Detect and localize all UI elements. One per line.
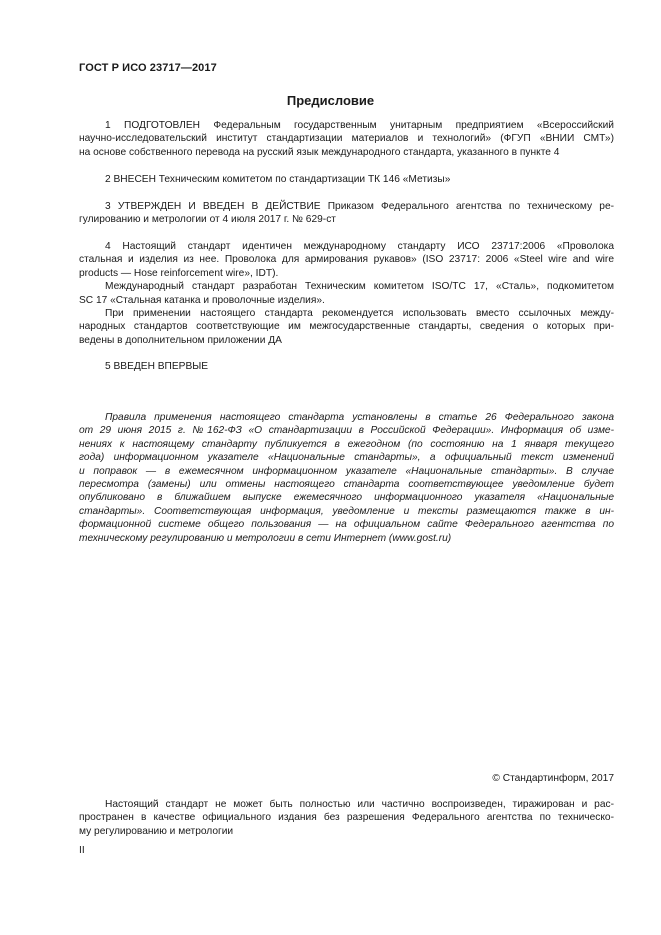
rules-line: техническому регулированию и метрологии в сети Интернет (www.gost.ru) — [79, 532, 452, 544]
item-5-text: 5 ВВЕДЕН ВПЕРВЫЕ — [105, 361, 209, 372]
item-4-line: products — Hose reinforcement wire», IDT). — [79, 267, 279, 279]
item-3-line: гулированию и метрологии от 4 июля 2017 г. № 629-ст — [79, 214, 336, 226]
item-1-line: 1 ПОДГОТОВЛЕН Федеральным государственным унитарным предприятием «Всероссийский — [105, 120, 614, 131]
foreword-title: Предисловие — [286, 93, 375, 108]
foreword-item-4 — [79, 240, 614, 347]
foreword-item-3 — [79, 200, 614, 227]
item-2-text: 2 ВНЕСЕН Техническим комитетом по стандартизации ТК 146 «Метизы» — [105, 174, 451, 185]
item-4-line: SC 17 «Стальная катанка и проволочные изделия». — [79, 294, 325, 306]
rules-line: Правила применения настоящего стандарта установлены в статье 26 Федерального закона — [105, 412, 614, 423]
rules-line: стандарты». Соответствующая информация, уведомление и тексты размещаются также в ин- — [79, 505, 614, 517]
reproduction-line: Настоящий стандарт не может быть полностью или частично воспроизведен, тиражирован и рас- — [105, 799, 614, 810]
rules-line: опубликовано в ближайшем выпуске ежемесячного информационного указателя «Национальные — [79, 492, 614, 504]
rules-line: пересмотра (замены) или отмены настоящего стандарта соответствующее уведомление будет — [79, 479, 614, 491]
page-number: II — [79, 845, 85, 856]
reproduction-line: му регулированию и метрологии — [79, 825, 234, 837]
rules-line: от 29 июня 2015 г. №162-ФЗ «О стандартизации в Российской Федерации». Информация об изме- — [79, 425, 614, 437]
item-4-line: При применении настоящего стандарта рекомендуется использовать вместо ссылочных между- — [105, 308, 614, 320]
rules-line: года) информационном указателе «Национальные стандарты», а официальный текст изменений — [79, 452, 614, 464]
item-4-line: народных стандартов соответствующие им межгосударственные стандарты, сведения о которых при- — [79, 321, 614, 333]
item-4-line: Международный стандарт разработан Техническим комитетом ISO/TC 17, «Сталь», подкомитетом — [105, 281, 614, 293]
item-3-line: 3 УТВЕРЖДЕН И ВВЕДЕН В ДЕЙСТВИЕ Приказом Федерального агентства по техническому ре- — [105, 201, 614, 212]
rules-line: нениях к настоящему стандарту публикуется в ежегодном (по состоянию на 1 января текущего — [79, 438, 614, 450]
rules-line: формационной системе общего пользования — на официальном сайте Федерального агентства по — [79, 519, 614, 531]
item-1-line: научно-исследовательский институт стандартизации материалов и технологий» (ФГУП «ВНИИ СМТ») — [79, 133, 614, 145]
foreword-item-1 — [79, 119, 614, 159]
reproduction-notice — [79, 798, 614, 838]
copyright-notice: © Стандартинформ, 2017 — [492, 773, 614, 784]
foreword-item-5 — [79, 360, 614, 373]
foreword-item-2 — [79, 173, 614, 186]
item-4-line: стальная и изделия из нее. Проволока для армирования рукавов» (ISO 23717: 2006 «Steel wire and wire — [79, 254, 614, 266]
item-4-line: 4 Настоящий стандарт идентичен международному стандарту ИСО 23717:2006 «Проволока — [105, 241, 614, 252]
item-4-line: ведены в дополнительном приложении ДА — [79, 334, 282, 346]
reproduction-line: пространен в качестве официального издания без разрешения Федерального агентства по техническо- — [79, 812, 614, 824]
document-code-header: ГОСТ Р ИСО 23717—2017 — [79, 62, 217, 74]
item-1-line: на основе собственного перевода на русский язык международного стандарта, указанного в пункте 4 — [79, 146, 560, 158]
rules-line: и поправок — в ежемесячном информационном указателе «Национальные стандарты». В случае — [79, 465, 614, 477]
standard-rules-notice — [79, 411, 614, 545]
